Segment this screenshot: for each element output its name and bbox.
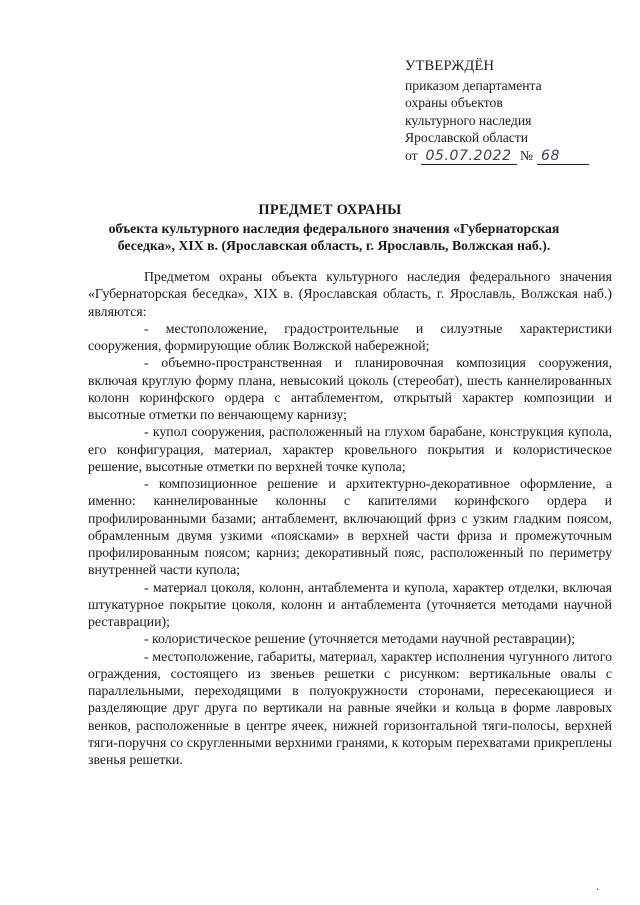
list-item: - местоположение, градостроительные и силуэтные характеристики сооружения, формирующие облик Волжской набережной; [88,320,612,353]
date-prefix: от [405,147,418,163]
document-title: ПРЕДМЕТ ОХРАНЫ [258,202,402,218]
document-subtitle: объекта культурного наследия федерального значения «Губернаторская беседка», XIX в. (Ярославская область, г. Ярославль, Волжская наб.). [108,221,560,253]
approval-stamp [405,58,589,165]
approval-line-3: культурного наследия [405,112,532,128]
list-item: - объемно-пространственная и планировочная композиция сооружения, включая круглую форму плана, невысокий цоколь (стереобат), шесть каннелированных колонн коринфского ордера с антаблементом, открытый характер композиции и высотные отметки по венчающему карнизу; [88,355,612,422]
list-item: - материал цоколя, колонн, антаблемента и купола, характер отделки, включая штукатурное покрытие цоколя, колонн и антаблемента (уточняется методами научной реставрации); [88,579,612,629]
intro-paragraph: Предметом охраны объекта культурного наследия федерального значения «Губернаторская беседка», XIX в. (Ярославская область, г. Ярославль, Волжская наб.) являются: [88,269,612,319]
approval-line-2: охраны объектов [405,95,503,111]
approval-line-1: приказом департамента [405,77,542,93]
approval-date-row [405,147,589,165]
list-item: - композиционное решение и архитектурно-декоративное оформление, а именно: каннелированные колонны с капителями коринфского ордера и профилированными базами; антаблемент, включающий фриз с узким гладким поясом, обрамленным двумя узкими «поясками» в верхней части фриза и промежуточным профилированным поясом; карниз; декоративный пояс, расположенный по периметру внутренней части купола; [88,476,612,578]
list-item: - купол сооружения, расположенный на глухом барабане, конструкция купола, его конфигурация, материал, характер кровельного покрытия и колористическое решение, высотные отметки по верхней точке купола; [88,424,612,474]
number-prefix: № [519,147,533,163]
list-item: - колористическое решение (уточняется методами научной реставрации); [144,631,576,647]
handwritten-date: 05.07.2022 [421,148,517,165]
scan-speck: ˛ [595,878,601,891]
document-body [88,268,612,768]
list-item: - местоположение, габариты, материал, характер исполнения чугунного литого ограждения, состоящего из звеньев решетки с рисунком: вертикальные овалы с параллельными, переходящими в полуокружности сторонами, пересекающиеся и разделяющие друг друга по вертикали на равные ячейки и кольца в форме лавровых венков, расположенные в центре ячеек, нижней горизонтальной тяги-полосы, верхней тяги-поручня со скругленными верхними гранями, к которым перехватами прикреплены звенья решетки. [88,648,612,767]
handwritten-number: 68 [537,148,589,165]
approval-heading: УТВЕРЖДЁН [405,58,495,74]
approval-line-4: Ярославской области [405,130,529,146]
